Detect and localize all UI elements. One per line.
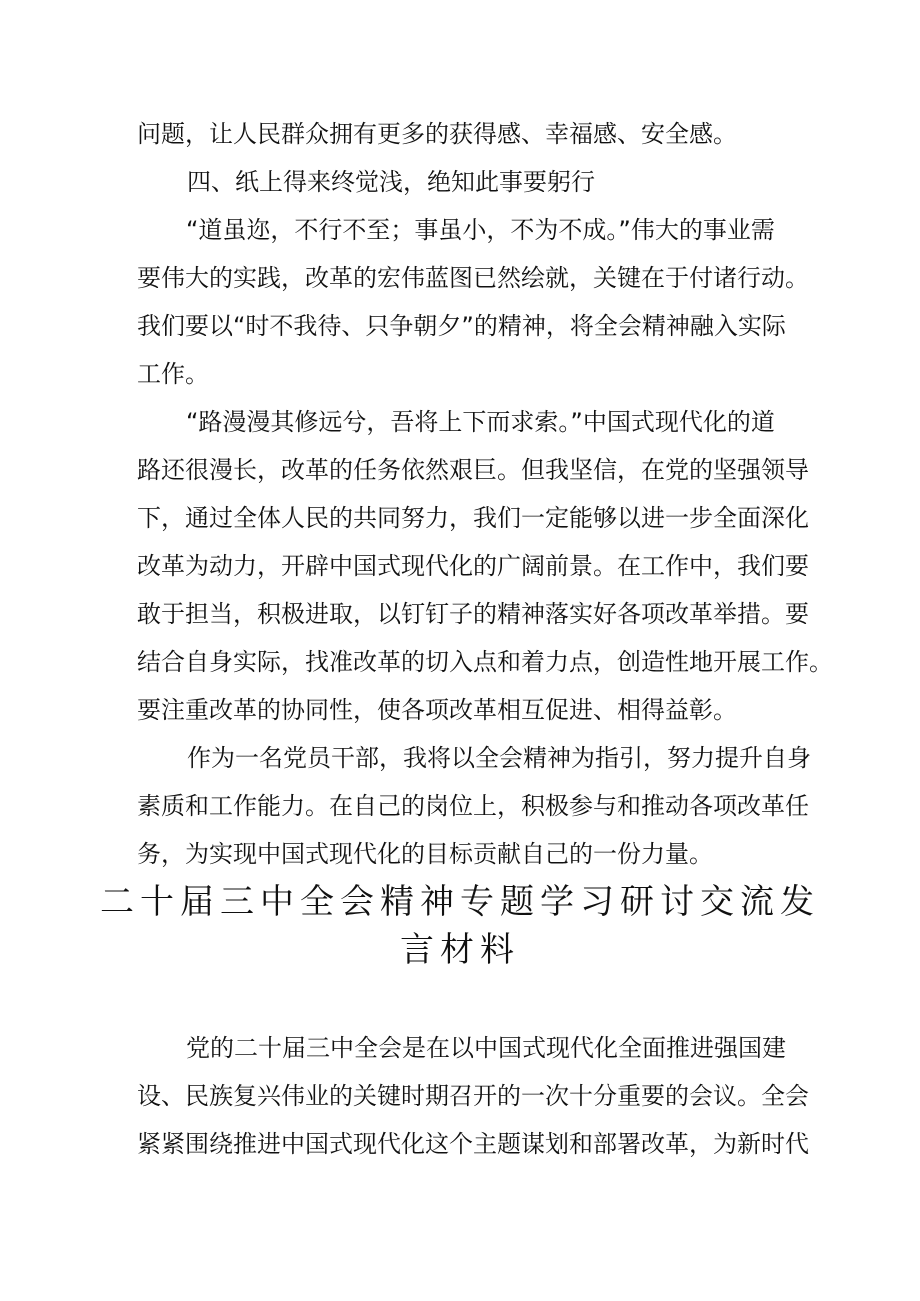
paragraph-line: 作为一名党员干部，我将以全会精神为指引，努力提升自身 [187,744,811,772]
document-title: 二十届三中全会精神专题学习研讨交流发 [100,882,820,922]
paragraph-line: 素质和工作能力。在自己的岗位上，积极参与和推动各项改革任 [137,792,809,820]
paragraph-line: 工作。 [137,360,209,388]
paragraph-line: 敢于担当，积极进取，以钉钉子的精神落实好各项改革举措。要 [137,600,809,628]
paragraph-line: “路漫漫其修远兮，吾将上下而求索。”中国式现代化的道 [186,408,775,436]
paragraph-line: 务，为实现中国式现代化的目标贡献自己的一份力量。 [137,840,713,868]
paragraph-line: 我们要以“时不我待、只争朝夕”的精神，将全会精神融入实际 [137,312,786,340]
paragraph-line: 设、民族复兴伟业的关键时期召开的一次十分重要的会议。全会 [137,1082,809,1110]
section-heading: 四、纸上得来终觉浅，绝知此事要躬行 [187,168,595,196]
paragraph-line: 路还很漫长，改革的任务依然艰巨。但我坚信，在党的坚强领导 [137,456,809,484]
paragraph-line: “道虽迩，不行不至；事虽小，不为不成。”伟大的事业需 [186,216,775,244]
paragraph-line: 问题，让人民群众拥有更多的获得感、幸福感、安全感。 [137,120,737,148]
paragraph-line: 下，通过全体人民的共同努力，我们一定能够以进一步全面深化 [137,504,809,532]
paragraph-line: 党的二十届三中全会是在以中国式现代化全面推进强国建 [186,1034,786,1062]
paragraph-line: 要伟大的实践，改革的宏伟蓝图已然绘就，关键在于付诸行动。 [137,264,809,292]
paragraph-line: 结合自身实际，找准改革的切入点和着力点，创造性地开展工作。 [137,648,833,676]
paragraph-line: 改革为动力，开辟中国式现代化的广阔前景。在工作中，我们要 [137,552,809,580]
paragraph-line: 要注重改革的协同性，使各项改革相互促进、相得益彰。 [137,696,737,724]
paragraph-line: 紧紧围绕推进中国式现代化这个主题谋划和部署改革，为新时代 [137,1130,809,1158]
document-title-continued: 言材料 [400,930,520,970]
